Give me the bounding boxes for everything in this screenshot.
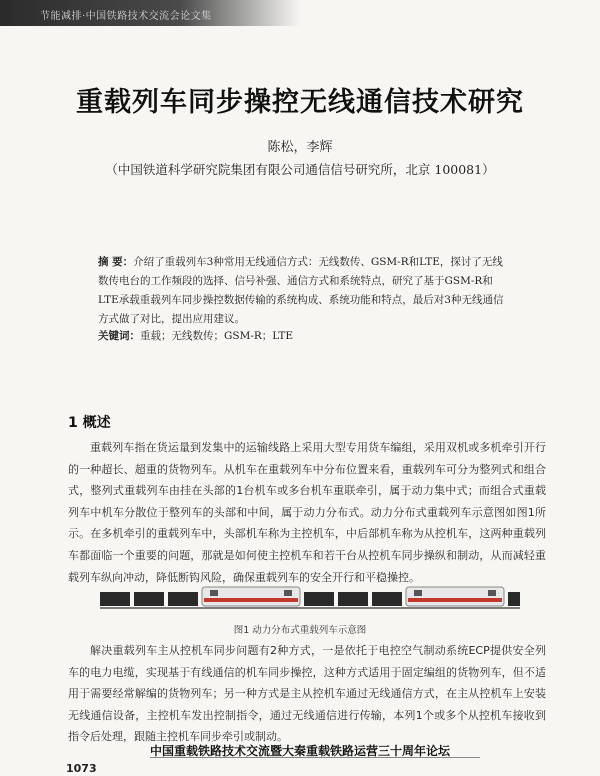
corner-header-text: 节能减排·中国铁路技术交流会论文集	[40, 11, 212, 22]
locomotive-main	[202, 587, 300, 606]
abstract-text: 介绍了重载列车3种常用无线通信方式：无线数传、GSM-R和LTE，探讨了无线数传电台的工作频段的选择、信号补强、通信方式和系统特点，研究了基于GSM-R和LTE承载重载列车同步操控数据传输的系统构成、系统功能和特点，最后对3种无线通信方式做了对比，提出应用建议。	[98, 256, 504, 325]
wagon-tail	[508, 592, 520, 606]
authors: 陈松，李辉	[267, 140, 333, 155]
page-number: 1073	[66, 762, 97, 775]
paragraph-2: 解决重载列车主从控机车同步问题有2种方式，一是依托于电控空气制动系统ECP提供安全列车的电力电缆，实现基于有线通信的机车同步操控，这种方式适用于固定编组的货物列车，但不适用于需要经常解编的货物列车；另一种方式是主从控机车通过无线通信方式，在主从控机车上安装无线通信设备，主控机车发出控制指令，通过无线通信进行传输，本列1个或多个从控机车接收到指令后处理，跟随主控机车同步牵引或制动。	[68, 644, 546, 744]
paragraph-1: 重载列车指在货运量到发集中的运输线路上采用大型专用货车编组，采用双机或多机牵引开行的一种超长、超重的货物列车。从机车在重载列车中分布位置来看，重载列车可分为整列式和组合式，整列式重载列车由挂在头部的1台机车或多台机车重联牵引，属于动力集中式；而组合式重载列车中机车分散位于整列车的头部和中间，属于动力分布式。动力分布式重载列车示意图如图1所示。在多机牵引的重载列车中，头部机车称为主控机车，中后部机车称为从控机车，这两种重载列车都面临一个重要的问题，那就是如何使主控机车和若干台从控机车同步操纵和制动，从而减轻重载列车纵向冲动，降低断钩风险，确保重载列车的安全开行和平稳操控。	[68, 441, 546, 584]
paper-title: 重载列车同步操控无线通信技术研究	[76, 87, 524, 118]
affiliation: （中国铁道科学研究院集团有限公司通信信号研究所，北京 100081）	[105, 162, 495, 177]
footer-rule	[150, 757, 480, 758]
locomotive-slave	[406, 587, 504, 606]
wagon-group-2	[304, 592, 402, 606]
wagon-group-1	[100, 592, 198, 606]
section-heading: 1 概述	[68, 415, 111, 431]
keywords	[98, 328, 513, 343]
figure-caption: 图1 动力分布式重载列车示意图	[233, 625, 367, 636]
keywords-text: 重载；无线数传；GSM-R；LTE	[140, 330, 294, 342]
keywords-label: 关键词：	[98, 330, 140, 342]
footer-conference: 中国重载铁路技术交流暨大秦重载铁路运营三十周年论坛	[149, 744, 450, 758]
abstract	[98, 253, 513, 329]
abstract-label: 摘 要：	[98, 256, 134, 268]
corner-header-band	[0, 0, 300, 26]
train-diagram	[100, 583, 520, 613]
